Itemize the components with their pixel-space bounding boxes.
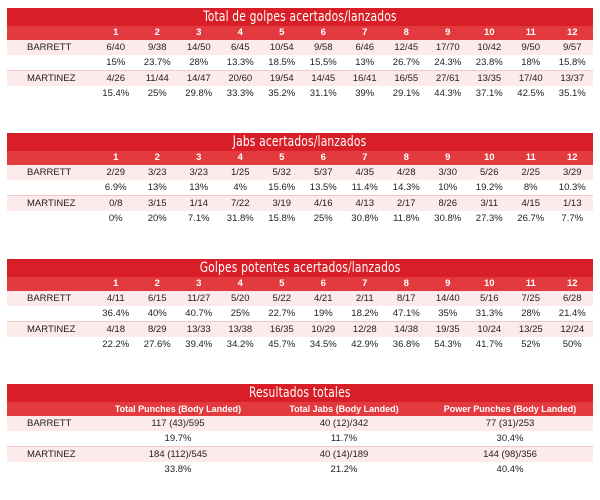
section-title: Resultados totales [7, 384, 593, 402]
fighter-name: MARTINEZ [7, 447, 95, 463]
round-header-row [7, 26, 593, 40]
landed-thrown-cell: 27/61 [427, 71, 469, 87]
percentage-cell: 24.3% [427, 55, 469, 71]
landed-thrown-cell: 4/16 [303, 196, 345, 212]
percentage-cell: 6.9% [95, 180, 137, 196]
table-row [7, 306, 593, 322]
table-row [7, 431, 593, 447]
section-title: Jabs acertados/lanzados [7, 133, 593, 151]
landed-thrown-cell: 11/27 [178, 291, 220, 306]
landed-thrown-cell: 19/35 [427, 322, 469, 338]
landed-thrown-cell: 4/21 [303, 291, 345, 306]
landed-thrown-cell: 3/23 [137, 165, 179, 180]
table-row [7, 180, 593, 196]
landed-thrown-cell: 6/40 [95, 40, 137, 55]
percentage-cell: 54.3% [427, 337, 469, 352]
round-number: 11 [510, 277, 552, 291]
round-number: 11 [510, 151, 552, 165]
percentage-cell: 29.8% [178, 86, 220, 101]
percentage-cell: 7.1% [178, 211, 220, 226]
landed-thrown-cell: 8/26 [427, 196, 469, 212]
fighter-name: MARTINEZ [7, 196, 95, 212]
table-row [7, 165, 593, 180]
jabs-section [7, 133, 593, 226]
percentage-cell: 21.4% [552, 306, 594, 322]
landed-thrown-cell: 6/28 [552, 291, 594, 306]
landed-thrown-cell: 4/11 [95, 291, 137, 306]
landed-thrown-cell: 20/60 [220, 71, 262, 87]
percentage-cell: 27.3% [469, 211, 511, 226]
landed-thrown-cell: 2/11 [344, 291, 386, 306]
table-row [7, 462, 593, 477]
percentage-cell: 11.4% [344, 180, 386, 196]
percentage-cell: 18.5% [261, 55, 303, 71]
percentage-cell: 18% [510, 55, 552, 71]
landed-thrown-cell: 11/44 [137, 71, 179, 87]
landed-thrown-cell: 3/15 [137, 196, 179, 212]
percentage-cell: 8% [510, 180, 552, 196]
percentage-cell: 36.8% [386, 337, 428, 352]
landed-thrown-cell: 4/18 [95, 322, 137, 338]
round-number: 2 [137, 151, 179, 165]
percentage-cell: 40.7% [178, 306, 220, 322]
percentage-cell: 26.7% [386, 55, 428, 71]
landed-thrown-cell: 16/55 [386, 71, 428, 87]
table-cell: 40 (12)/342 [261, 416, 427, 431]
landed-thrown-cell: 9/58 [303, 40, 345, 55]
landed-thrown-cell: 16/35 [261, 322, 303, 338]
landed-thrown-cell: 9/50 [510, 40, 552, 55]
landed-thrown-cell: 4/35 [344, 165, 386, 180]
round-number: 12 [552, 151, 594, 165]
percentage-cell: 10.3% [552, 180, 594, 196]
percentage-cell: 20% [137, 211, 179, 226]
landed-thrown-cell: 6/46 [344, 40, 386, 55]
landed-thrown-cell: 0/8 [95, 196, 137, 212]
fighter-name: BARRETT [7, 40, 95, 55]
round-number: 7 [344, 26, 386, 40]
landed-thrown-cell: 12/28 [344, 322, 386, 338]
round-number: 2 [137, 277, 179, 291]
percentage-cell: 47.1% [386, 306, 428, 322]
percentage-cell: 0% [95, 211, 137, 226]
landed-thrown-cell: 4/15 [510, 196, 552, 212]
table-cell: 40.4% [427, 462, 593, 477]
fighter-name: BARRETT [7, 165, 95, 180]
round-number: 7 [344, 277, 386, 291]
landed-thrown-cell: 5/32 [261, 165, 303, 180]
percentage-cell: 39.4% [178, 337, 220, 352]
landed-thrown-cell: 4/13 [344, 196, 386, 212]
landed-thrown-cell: 7/25 [510, 291, 552, 306]
round-number: 10 [469, 151, 511, 165]
landed-thrown-cell: 2/17 [386, 196, 428, 212]
percentage-cell: 29.1% [386, 86, 428, 101]
percentage-cell: 42.5% [510, 86, 552, 101]
percentage-cell: 15.5% [303, 55, 345, 71]
percentage-cell: 52% [510, 337, 552, 352]
percentage-cell: 11.8% [386, 211, 428, 226]
stats-table [7, 277, 593, 352]
table-cell: 19.7% [95, 431, 261, 447]
table-row [7, 337, 593, 352]
percentage-cell: 13% [137, 180, 179, 196]
percentage-cell: 15.8% [552, 55, 594, 71]
round-number: 4 [220, 26, 262, 40]
landed-thrown-cell: 13/33 [178, 322, 220, 338]
landed-thrown-cell: 13/35 [469, 71, 511, 87]
round-number: 5 [261, 26, 303, 40]
round-header-row [7, 277, 593, 291]
landed-thrown-cell: 10/54 [261, 40, 303, 55]
percentage-cell: 15.6% [261, 180, 303, 196]
percentage-cell: 19.2% [469, 180, 511, 196]
round-number: 9 [427, 26, 469, 40]
landed-thrown-cell: 13/25 [510, 322, 552, 338]
percentage-cell: 10% [427, 180, 469, 196]
percentage-cell: 34.5% [303, 337, 345, 352]
landed-thrown-cell: 8/29 [137, 322, 179, 338]
fighter-name: MARTINEZ [7, 71, 95, 87]
fighter-name: MARTINEZ [7, 322, 95, 338]
round-number: 10 [469, 26, 511, 40]
landed-thrown-cell: 14/47 [178, 71, 220, 87]
landed-thrown-cell: 5/22 [261, 291, 303, 306]
landed-thrown-cell: 10/24 [469, 322, 511, 338]
percentage-cell: 28% [178, 55, 220, 71]
landed-thrown-cell: 3/30 [427, 165, 469, 180]
table-row [7, 416, 593, 431]
round-number: 8 [386, 26, 428, 40]
table-row [7, 447, 593, 463]
percentage-cell: 42.9% [344, 337, 386, 352]
table-row [7, 211, 593, 226]
table-cell: 117 (43)/595 [95, 416, 261, 431]
landed-thrown-cell: 6/45 [220, 40, 262, 55]
round-number: 7 [344, 151, 386, 165]
percentage-cell: 37.1% [469, 86, 511, 101]
percentage-cell: 44.3% [427, 86, 469, 101]
percentage-cell: 33.3% [220, 86, 262, 101]
totals-section [7, 384, 593, 477]
landed-thrown-cell: 12/45 [386, 40, 428, 55]
landed-thrown-cell: 1/13 [552, 196, 594, 212]
landed-thrown-cell: 10/42 [469, 40, 511, 55]
round-number: 1 [95, 151, 137, 165]
percentage-cell: 28% [510, 306, 552, 322]
percentage-cell: 30.8% [427, 211, 469, 226]
table-row [7, 196, 593, 212]
round-number: 8 [386, 151, 428, 165]
percentage-cell: 19% [303, 306, 345, 322]
column-header: Total Punches (Body Landed) [95, 402, 261, 416]
table-row [7, 40, 593, 55]
round-number: 9 [427, 151, 469, 165]
percentage-cell: 25% [137, 86, 179, 101]
section-title: Total de golpes acertados/lanzados [7, 8, 593, 26]
landed-thrown-cell: 9/57 [552, 40, 594, 55]
landed-thrown-cell: 5/20 [220, 291, 262, 306]
table-row [7, 322, 593, 338]
table-cell: 184 (112)/545 [95, 447, 261, 463]
percentage-cell: 15.8% [261, 211, 303, 226]
landed-thrown-cell: 7/22 [220, 196, 262, 212]
round-number: 2 [137, 26, 179, 40]
round-number: 5 [261, 277, 303, 291]
percentage-cell: 35.1% [552, 86, 594, 101]
column-header: Total Jabs (Body Landed) [261, 402, 427, 416]
percentage-cell: 31.3% [469, 306, 511, 322]
percentage-cell: 35.2% [261, 86, 303, 101]
landed-thrown-cell: 10/29 [303, 322, 345, 338]
percentage-cell: 15.4% [95, 86, 137, 101]
landed-thrown-cell: 8/17 [386, 291, 428, 306]
round-number: 10 [469, 277, 511, 291]
landed-thrown-cell: 3/23 [178, 165, 220, 180]
percentage-cell: 31.8% [220, 211, 262, 226]
landed-thrown-cell: 6/15 [137, 291, 179, 306]
percentage-cell: 25% [303, 211, 345, 226]
landed-thrown-cell: 9/38 [137, 40, 179, 55]
percentage-cell: 30.8% [344, 211, 386, 226]
power-punches-section [7, 259, 593, 352]
percentage-cell: 18.2% [344, 306, 386, 322]
round-number: 5 [261, 151, 303, 165]
fighter-name: BARRETT [7, 416, 95, 431]
table-cell: 33.8% [95, 462, 261, 477]
landed-thrown-cell: 17/70 [427, 40, 469, 55]
landed-thrown-cell: 14/45 [303, 71, 345, 87]
round-number: 6 [303, 151, 345, 165]
percentage-cell: 27.6% [137, 337, 179, 352]
landed-thrown-cell: 1/25 [220, 165, 262, 180]
percentage-cell: 7.7% [552, 211, 594, 226]
landed-thrown-cell: 17/40 [510, 71, 552, 87]
percentage-cell: 14.3% [386, 180, 428, 196]
percentage-cell: 39% [344, 86, 386, 101]
round-number: 4 [220, 151, 262, 165]
round-number: 12 [552, 26, 594, 40]
percentage-cell: 25% [220, 306, 262, 322]
round-number: 4 [220, 277, 262, 291]
percentage-cell: 13% [178, 180, 220, 196]
round-number: 8 [386, 277, 428, 291]
landed-thrown-cell: 14/50 [178, 40, 220, 55]
stats-table [7, 151, 593, 226]
landed-thrown-cell: 13/38 [220, 322, 262, 338]
round-number: 12 [552, 277, 594, 291]
landed-thrown-cell: 19/54 [261, 71, 303, 87]
percentage-cell: 35% [427, 306, 469, 322]
percentage-cell: 40% [137, 306, 179, 322]
totals-header-row [7, 402, 593, 416]
section-title: Golpes potentes acertados/lanzados [7, 259, 593, 277]
landed-thrown-cell: 3/19 [261, 196, 303, 212]
percentage-cell: 23.8% [469, 55, 511, 71]
percentage-cell: 26.7% [510, 211, 552, 226]
table-cell: 30.4% [427, 431, 593, 447]
landed-thrown-cell: 14/38 [386, 322, 428, 338]
percentage-cell: 4% [220, 180, 262, 196]
landed-thrown-cell: 12/24 [552, 322, 594, 338]
table-row [7, 71, 593, 87]
table-row [7, 55, 593, 71]
percentage-cell: 31.1% [303, 86, 345, 101]
landed-thrown-cell: 1/14 [178, 196, 220, 212]
total-punches-section [7, 8, 593, 101]
landed-thrown-cell: 5/16 [469, 291, 511, 306]
percentage-cell: 13.3% [220, 55, 262, 71]
round-number: 11 [510, 26, 552, 40]
table-row [7, 86, 593, 101]
percentage-cell: 13% [344, 55, 386, 71]
landed-thrown-cell: 4/28 [386, 165, 428, 180]
landed-thrown-cell: 2/25 [510, 165, 552, 180]
column-header: Power Punches (Body Landed) [427, 402, 593, 416]
stats-table [7, 26, 593, 101]
table-cell: 11.7% [261, 431, 427, 447]
landed-thrown-cell: 2/29 [95, 165, 137, 180]
landed-thrown-cell: 14/40 [427, 291, 469, 306]
round-header-row [7, 151, 593, 165]
percentage-cell: 23.7% [137, 55, 179, 71]
landed-thrown-cell: 16/41 [344, 71, 386, 87]
table-row [7, 291, 593, 306]
landed-thrown-cell: 3/29 [552, 165, 594, 180]
landed-thrown-cell: 5/37 [303, 165, 345, 180]
fighter-name: BARRETT [7, 291, 95, 306]
totals-table [7, 402, 593, 477]
round-number: 1 [95, 277, 137, 291]
landed-thrown-cell: 13/37 [552, 71, 594, 87]
percentage-cell: 15% [95, 55, 137, 71]
percentage-cell: 13.5% [303, 180, 345, 196]
landed-thrown-cell: 3/11 [469, 196, 511, 212]
percentage-cell: 45.7% [261, 337, 303, 352]
table-cell: 21.2% [261, 462, 427, 477]
percentage-cell: 41.7% [469, 337, 511, 352]
table-cell: 144 (98)/356 [427, 447, 593, 463]
percentage-cell: 22.7% [261, 306, 303, 322]
table-cell: 77 (31)/253 [427, 416, 593, 431]
round-number: 9 [427, 277, 469, 291]
percentage-cell: 50% [552, 337, 594, 352]
percentage-cell: 34.2% [220, 337, 262, 352]
round-number: 6 [303, 277, 345, 291]
percentage-cell: 22.2% [95, 337, 137, 352]
round-number: 1 [95, 26, 137, 40]
round-number: 3 [178, 277, 220, 291]
landed-thrown-cell: 5/26 [469, 165, 511, 180]
percentage-cell: 36.4% [95, 306, 137, 322]
round-number: 3 [178, 151, 220, 165]
round-number: 3 [178, 26, 220, 40]
table-cell: 40 (14)/189 [261, 447, 427, 463]
landed-thrown-cell: 4/26 [95, 71, 137, 87]
round-number: 6 [303, 26, 345, 40]
